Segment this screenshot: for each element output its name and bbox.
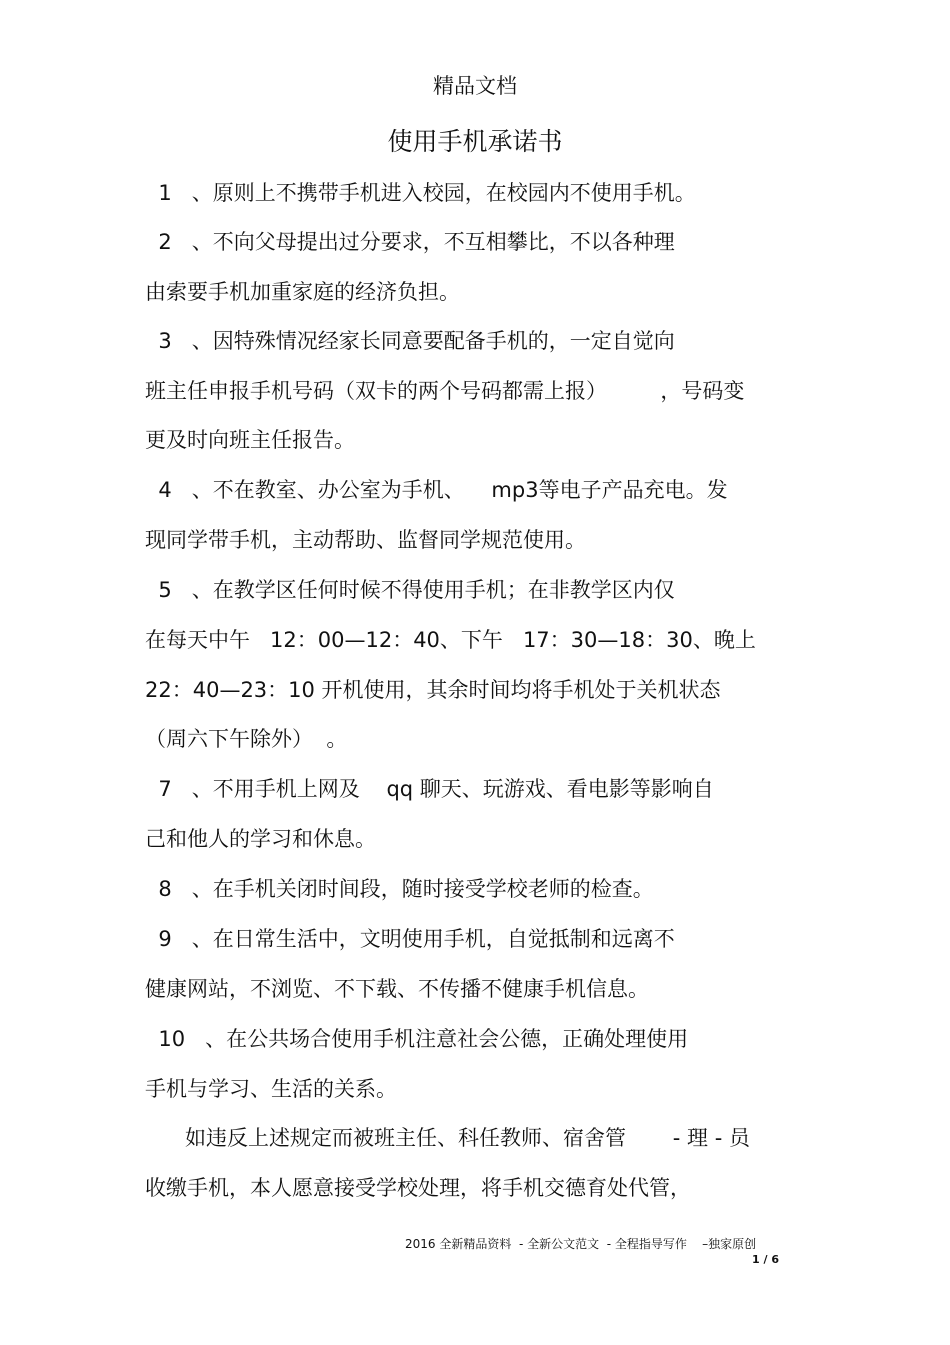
body-line: （周六下午除外） 。	[145, 727, 348, 751]
body-line: 健康网站，不浏览、不下载、不传播不健康手机信息。	[145, 977, 649, 1001]
body-line: 2 、不向父母提出过分要求，不互相攀比，不以各种理	[145, 230, 675, 254]
body-line: 4 、不在教室、办公室为手机、 mp3等电子产品充电。发	[145, 478, 728, 502]
page-number: 1 / 6	[752, 1253, 779, 1266]
body-line: 9 、在日常生活中，文明使用手机，自觉抵制和远离不	[145, 927, 675, 951]
body-line: 更及时向班主任报告。	[145, 428, 355, 452]
body-line: 由索要手机加重家庭的经济负担。	[145, 280, 460, 304]
body-line: 1 、原则上不携带手机进入校园，在校园内不使用手机。	[145, 181, 696, 205]
document-title: 使用手机承诺书	[387, 127, 563, 156]
page-footer: 2016 全新精品资料 - 全新公文范文 - 全程指导写作 –独家原创	[405, 1237, 757, 1251]
body-line: 手机与学习、生活的关系。	[145, 1077, 397, 1101]
body-line: 在每天中午 12：00—12：40、下午 17：30—18：30、晚上	[145, 628, 756, 652]
body-line: 如违反上述规定而被班主任、科任教师、宿舍管 - 理 - 员	[145, 1126, 750, 1150]
body-line: 22：40—23：10 开机使用，其余时间均将手机处于关机状态	[145, 678, 721, 702]
body-line: 5 、在教学区任何时候不得使用手机；在非教学区内仅	[145, 578, 675, 602]
body-line: 3 、因特殊情况经家长同意要配备手机的，一定自觉向	[145, 329, 675, 353]
body-line: 现同学带手机，主动帮助、监督同学规范使用。	[145, 528, 586, 552]
body-line: 己和他人的学习和休息。	[145, 827, 376, 851]
body-line: 8 、在手机关闭时间段，随时接受学校老师的检查。	[145, 877, 654, 901]
body-line: 7 、不用手机上网及 qq 聊天、玩游戏、看电影等影响自	[145, 777, 714, 801]
body-line: 班主任申报手机号码（双卡的两个号码都需上报） ，号码变	[145, 379, 745, 403]
page-header: 精品文档	[433, 74, 517, 98]
body-line: 收缴手机，本人愿意接受学校处理，将手机交德育处代管，	[145, 1176, 691, 1200]
body-line: 10 、在公共场合使用手机注意社会公德，正确处理使用	[145, 1027, 689, 1051]
